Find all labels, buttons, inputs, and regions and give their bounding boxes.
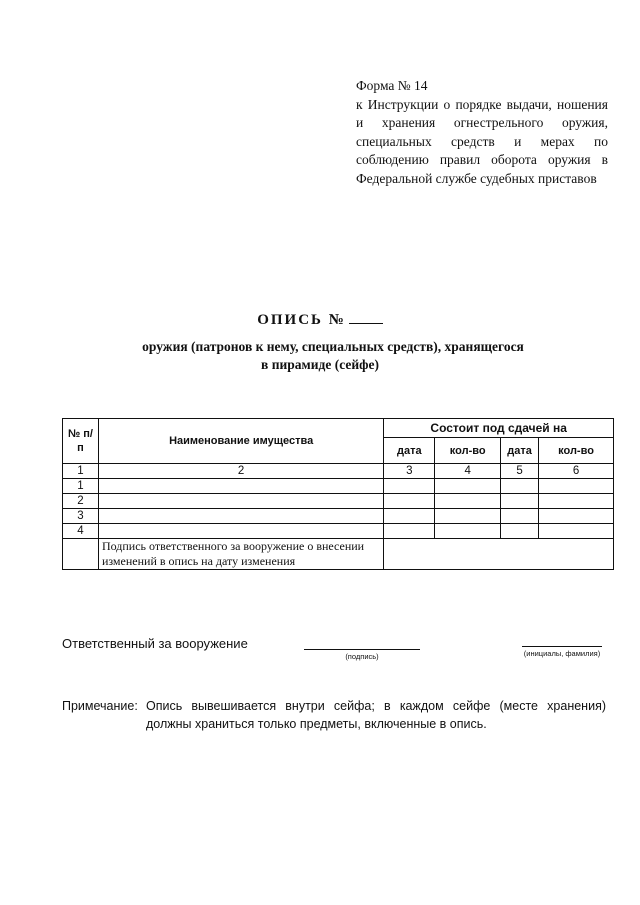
col-num-header: № п/п	[63, 419, 99, 464]
document-title	[0, 311, 640, 329]
table-row	[63, 494, 614, 509]
responsible-label: Ответственный за вооружение	[62, 636, 248, 651]
title-number-blank	[349, 311, 383, 324]
table-cell	[384, 524, 435, 539]
document-subtitle	[0, 338, 640, 374]
table-cell	[539, 479, 614, 494]
signature-caption: (подпись)	[345, 652, 379, 661]
table-cell	[435, 524, 501, 539]
row-number: 4	[63, 524, 99, 539]
sub-header-qty-2: кол-во	[539, 438, 614, 464]
col-name-header: Наименование имущества	[98, 419, 383, 464]
table-cell	[501, 479, 539, 494]
table-row	[63, 509, 614, 524]
row-number: 2	[63, 494, 99, 509]
title-main: ОПИСЬ №	[257, 312, 346, 328]
note-text: Опись вывешивается внутри сейфа; в каждом сейфе (месте хранения) должны храниться только предметы, включенные в опись.	[146, 699, 606, 731]
table-cell	[384, 509, 435, 524]
signature-row	[63, 539, 614, 570]
initials-line	[522, 646, 602, 647]
sub-header-qty-1: кол-во	[435, 438, 501, 464]
table-cell	[539, 509, 614, 524]
column-number: 4	[435, 464, 501, 479]
form-number: Форма № 14	[356, 78, 428, 93]
column-number: 1	[63, 464, 99, 479]
table-cell	[435, 479, 501, 494]
sub-header-date-2: дата	[501, 438, 539, 464]
subtitle-line-1: оружия (патронов к нему, специальных средств), хранящегося	[142, 339, 524, 354]
signature-label: Подпись ответственного за вооружение о внесении изменений в опись на дату изменения	[98, 539, 383, 570]
table-cell	[501, 509, 539, 524]
group-header: Состоит под сдачей на	[384, 419, 614, 438]
subtitle-line-2: в пирамиде (сейфе)	[261, 357, 379, 372]
table-cell	[98, 524, 383, 539]
row-number: 3	[63, 509, 99, 524]
form-header	[356, 77, 608, 188]
column-number: 2	[98, 464, 383, 479]
sub-header-date-1: дата	[384, 438, 435, 464]
table-cell	[435, 509, 501, 524]
table-cell	[539, 524, 614, 539]
column-numbers-row	[63, 464, 614, 479]
signature-line	[304, 649, 420, 650]
table-cell	[98, 494, 383, 509]
table-cell	[98, 479, 383, 494]
table-row	[63, 524, 614, 539]
table-cell	[501, 494, 539, 509]
inventory-table	[62, 418, 614, 570]
table-cell	[435, 494, 501, 509]
column-number: 3	[384, 464, 435, 479]
signature-cell	[384, 539, 614, 570]
table-cell	[384, 479, 435, 494]
table-cell	[63, 539, 99, 570]
note-label: Примечание:	[62, 699, 138, 713]
initials-caption: (инициалы, фамилия)	[523, 649, 601, 658]
table-cell	[539, 494, 614, 509]
table-row	[63, 479, 614, 494]
instruction-reference: к Инструкции о порядке выдачи, ношения и хранения огнестрельного оружия, специальных средств и мерах по соблюдению правил оборота оружия в Федеральной службе судебных приставов	[356, 96, 608, 186]
table-cell	[98, 509, 383, 524]
table-cell	[501, 524, 539, 539]
row-number: 1	[63, 479, 99, 494]
column-number: 5	[501, 464, 539, 479]
column-number: 6	[539, 464, 614, 479]
table-cell	[384, 494, 435, 509]
